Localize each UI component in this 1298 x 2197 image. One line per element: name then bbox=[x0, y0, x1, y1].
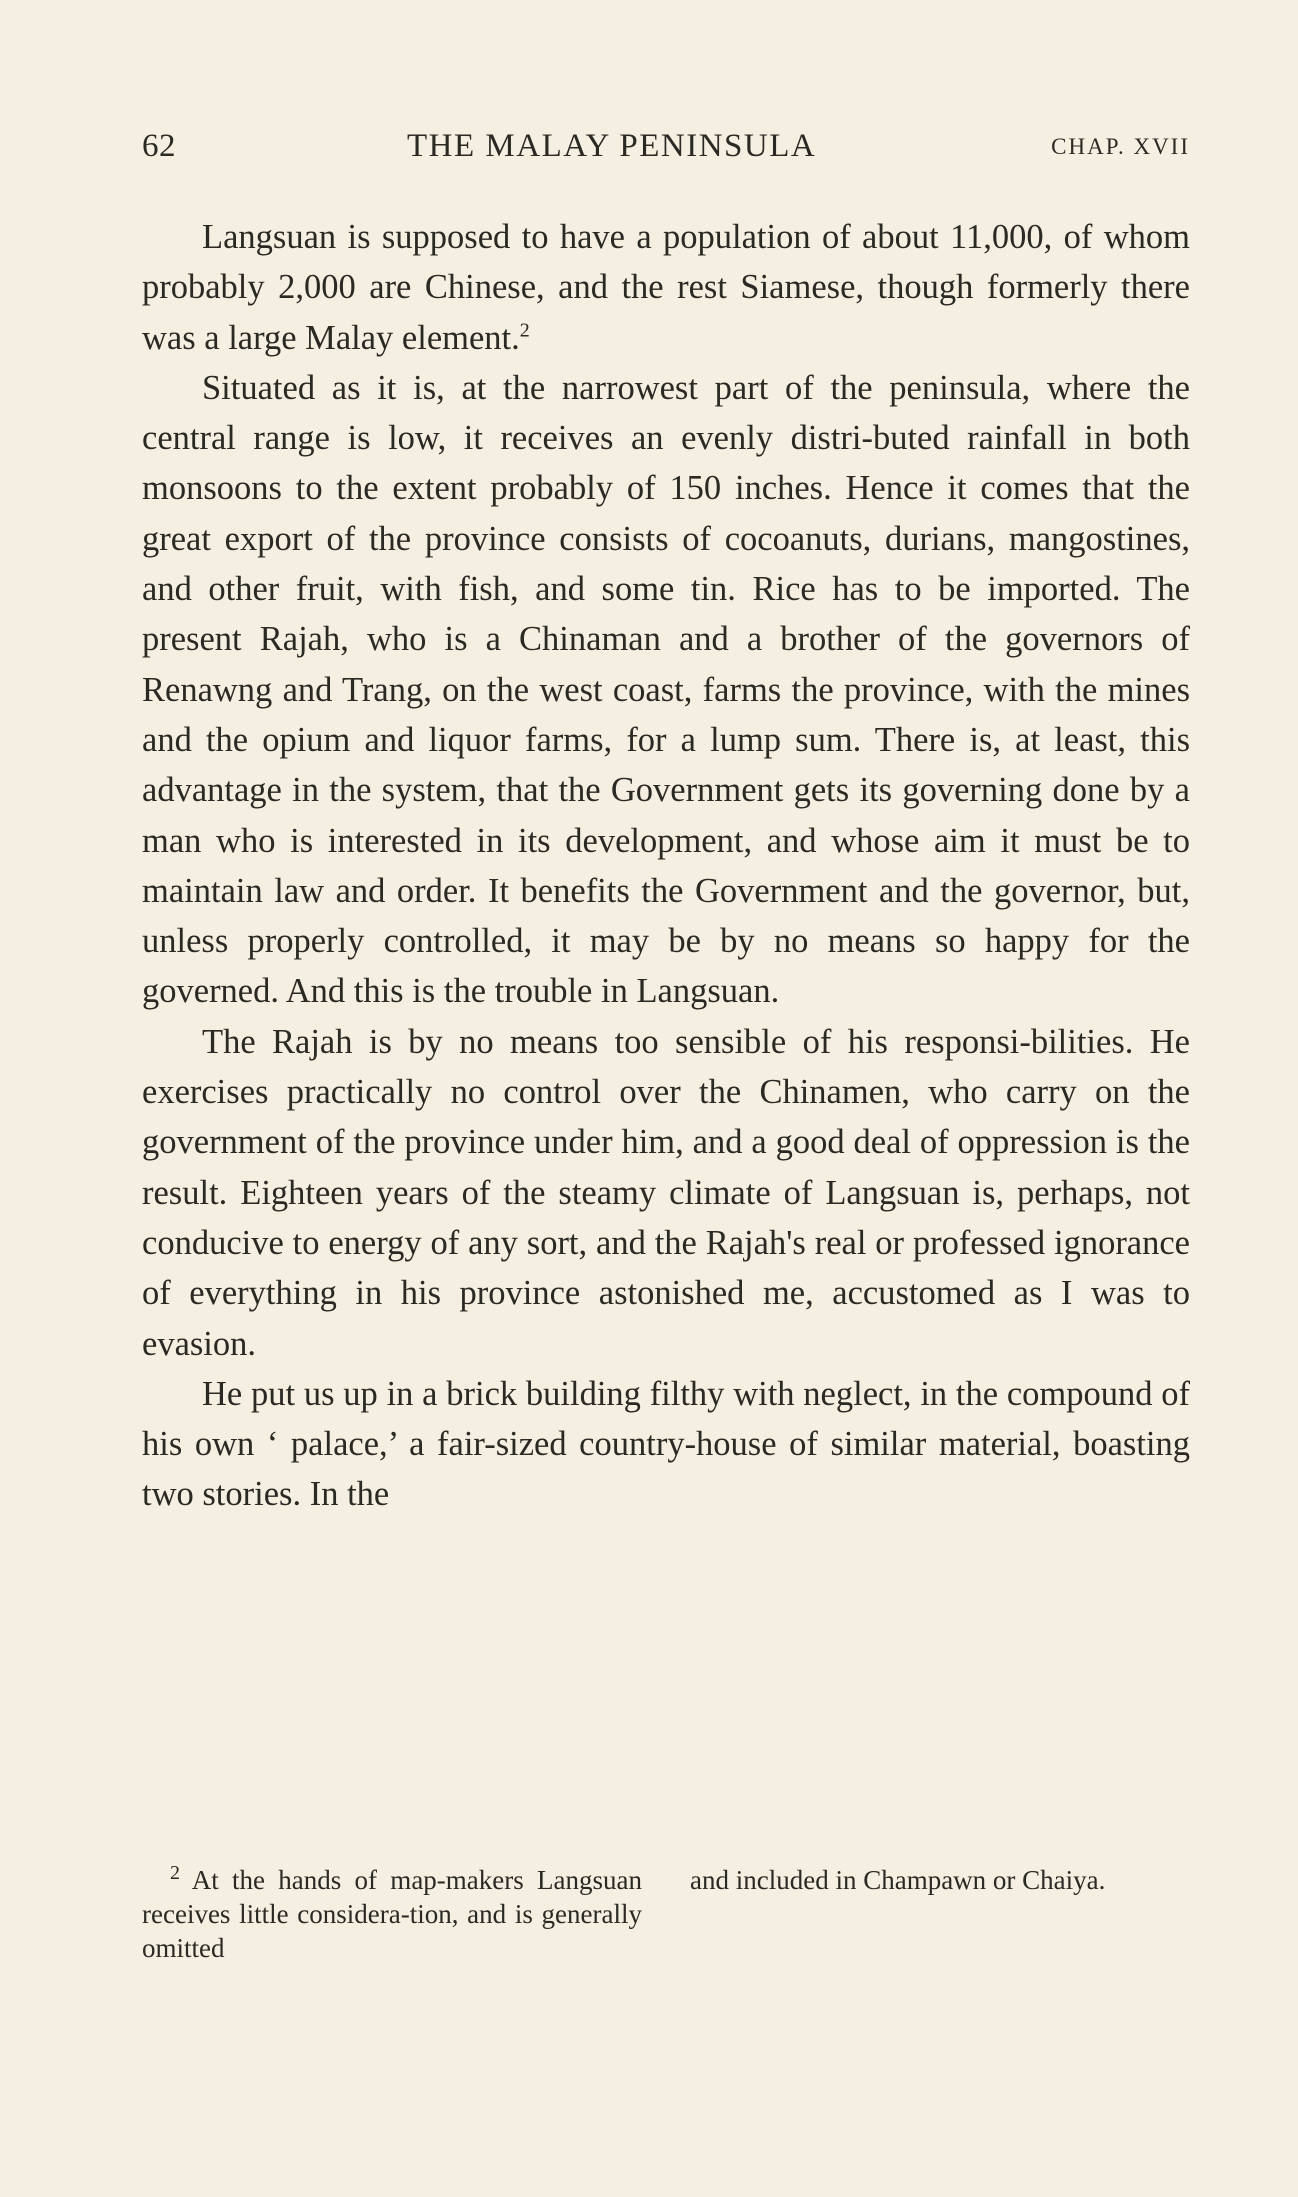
chapter-label: CHAP. XVII bbox=[1051, 134, 1190, 159]
footnote-reference: 2 bbox=[519, 319, 530, 342]
body-text bbox=[142, 212, 1190, 1520]
book-page bbox=[142, 128, 1190, 1963]
footnote-right-text: and included in Champawn or Chaiya. bbox=[690, 1865, 1106, 1895]
running-header bbox=[142, 128, 1190, 176]
footnote-left-text: At the hands of map-makers Langsuan receives little considera-tion, and is generally omitted bbox=[142, 1865, 642, 1963]
paragraph-3: The Rajah is by no means too sensible of his responsi-bilities. He exercises practically no control over the Chinamen, who carry on the government of the province under him, and a good deal of oppression is the result. Eighteen years of the steamy climate of Langsuan is, perhaps, not conducive to energy of any sort, and the Rajah's real or professed ignorance of everything in his province astonished me, accustomed as I was to evasion. bbox=[142, 1022, 1190, 1363]
footnote-marker: 2 bbox=[170, 1862, 180, 1884]
paragraph-1 bbox=[142, 212, 1190, 363]
paragraph-4: He put us up in a brick building filthy with neglect, in the compound of his own ‘ palace,’ a fair-sized country-house of similar material, boasting two stories. In the bbox=[142, 1374, 1190, 1514]
footnote-right-column bbox=[690, 1863, 1190, 1965]
paragraph-1-text: Langsuan is supposed to have a population of about 11,000, of whom probably 2,000 are Chinese, and the rest Siamese, though formerly there was a large Malay element. bbox=[142, 218, 1190, 357]
footnote bbox=[142, 1863, 1190, 1965]
footnote-left-column bbox=[142, 1863, 642, 1965]
running-title: THE MALAY PENINSULA bbox=[407, 128, 817, 164]
paragraph-2: Situated as it is, at the narrowest part of the peninsula, where the central range is low, it receives an evenly distri-buted rainfall in both monsoons to the extent probably of 150 inches. Hence it comes that the great export of the province consists of cocoanuts, durians, mangostines, and other fruit, with fish, and some tin. Rice has to be imported. The present Rajah, who is a Chinaman and a brother of the governors of Renawng and Trang, on the west coast, farms the province, with the mines and the opium and liquor farms, for a lump sum. There is, at least, this advantage in the system, that the Government gets its governing done by a man who is interested in its development, and whose aim it must be to maintain law and order. It benefits the Government and the governor, but, unless properly controlled, it may be by no means so happy for the governed. And this is the trouble in Langsuan. bbox=[142, 368, 1190, 1011]
page-number: 62 bbox=[142, 128, 176, 164]
